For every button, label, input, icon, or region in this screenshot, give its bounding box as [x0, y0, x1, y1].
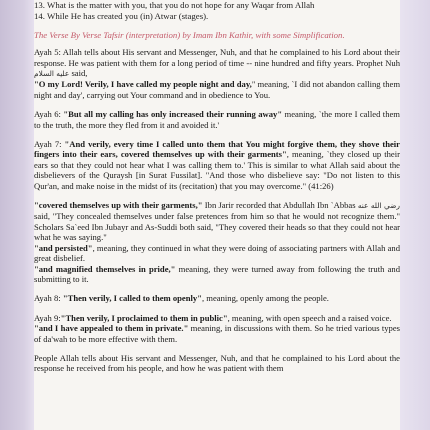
ayah-5-said: said,: [69, 68, 88, 78]
ayah-5-intro: Ayah 5: Allah tells about His servant and Messenger, Nuh, and that he complained to his Lord about their response. He was patient with them for a long period of time -- nine hundred and fifty years. Prophet Nuh: [34, 47, 400, 68]
arabic-honorific: عليه السلام: [34, 69, 70, 78]
ayah-8-paragraph: [34, 293, 400, 303]
ayah-5-paragraph: [34, 47, 400, 100]
ayah-8-rest: , meaning, openly among the people.: [201, 293, 329, 304]
magnified-rest: meaning, they were turned away from following the truth and submitting to it.: [34, 263, 400, 284]
ayah-5-rest: " meaning, `I did not abandon calling them night and day', carrying out Your command and in obedience to You.: [34, 79, 400, 100]
persisted-quote: "and persisted": [34, 242, 93, 253]
covered-rest-2: said, "They concealed themselves under false pretences from him so that he would not recognize them." Scholars Sa`eed Ibn Jubayr and As-Suddi both said, "They covered their heads so that they could not hear what he was saying.": [34, 211, 400, 243]
spacer: [34, 191, 400, 200]
ayah-7-paragraph: [34, 139, 400, 191]
ayah-9-quote: "Then verily, I proclaimed to them in public": [60, 312, 228, 323]
verse-14: 14. While He has created you (in) Atwar (stages).: [34, 10, 209, 21]
verse-13: 13. What is the matter with you, that you do not hope for any Waqar from Allah: [34, 0, 315, 10]
spacer: [34, 344, 400, 353]
magnified-quote: "and magnified themselves in pride,": [34, 263, 176, 274]
appealed-quote: "and I have appealed to them in private.": [34, 323, 189, 334]
spacer: [34, 304, 400, 313]
covered-quote: "covered themselves up with their garments,": [34, 200, 203, 211]
spacer: [34, 284, 400, 293]
spacer: [34, 21, 400, 30]
ayah-7-rest: , meaning, `they closed up their ears so that they could not hear what I was calling them to.' This is similar to what Allah said about the disbelievers of the Quraysh [in Surat Fussilat]. "And those who disbelieve say: "Do not listen to this Qur'an, and make noise in the midst of its (recitation) that you may overcome." (41:26): [34, 149, 400, 191]
ayah-7-quote: "And verily, every time I called unto them that You might forgive them, they shove their fingers into their ears, covered themselves up with their garments": [34, 139, 400, 160]
ayah-9-lead: Ayah 9:: [34, 312, 61, 323]
ayah-6-rest: meaning, `the more I called them to the truth, the more they fled from it and avoided it.': [34, 109, 400, 130]
persisted-rest: , meaning, they continued in what they were doing of associating partners with Allah and great disbelief.: [34, 242, 400, 264]
ayah-7-lead: Ayah 7:: [34, 139, 65, 150]
arabic-honorific: رضي الله عنه: [357, 201, 400, 211]
ayah-5-quote: "O my Lord! Verily, I have called my people night and day,: [34, 79, 252, 90]
right-margin-shadow: [400, 0, 430, 430]
page-content: [34, 0, 400, 374]
appealed-rest: meaning, in discussions with them. So he tried various types of da'wah to be more effective with them.: [34, 323, 400, 344]
tafsir-heading: The Verse By Verse Tafsir (interpretation) by Imam Ibn Kathir, with some Simplification.: [34, 30, 345, 41]
ayah-9-paragraph: [34, 313, 400, 344]
ayah-6-quote: "But all my calling has only increased their running away": [63, 109, 283, 120]
ayah-8-quote: "Then verily, I called to them openly": [62, 293, 202, 304]
left-margin-shadow: [0, 0, 34, 430]
ayah-8-lead: Ayah 8:: [34, 293, 63, 304]
spacer: [34, 100, 400, 109]
ayah-9-rest: , meaning, with open speech and a raised voice.: [227, 312, 392, 323]
covered-rest-1: Ibn Jarir recorded that Abdullah Ibn `Abbas: [202, 200, 358, 211]
closing-paragraph: People Allah tells about His servant and Messenger, Nuh, and that he complained to his Lord about the response he received from his people, and how he was patient with them: [34, 352, 400, 374]
ayah-6-paragraph: [34, 109, 400, 130]
covered-paragraph: [34, 200, 400, 284]
ayah-6-lead: Ayah 6:: [34, 109, 64, 120]
spacer: [34, 130, 400, 139]
book-page: [34, 0, 400, 430]
